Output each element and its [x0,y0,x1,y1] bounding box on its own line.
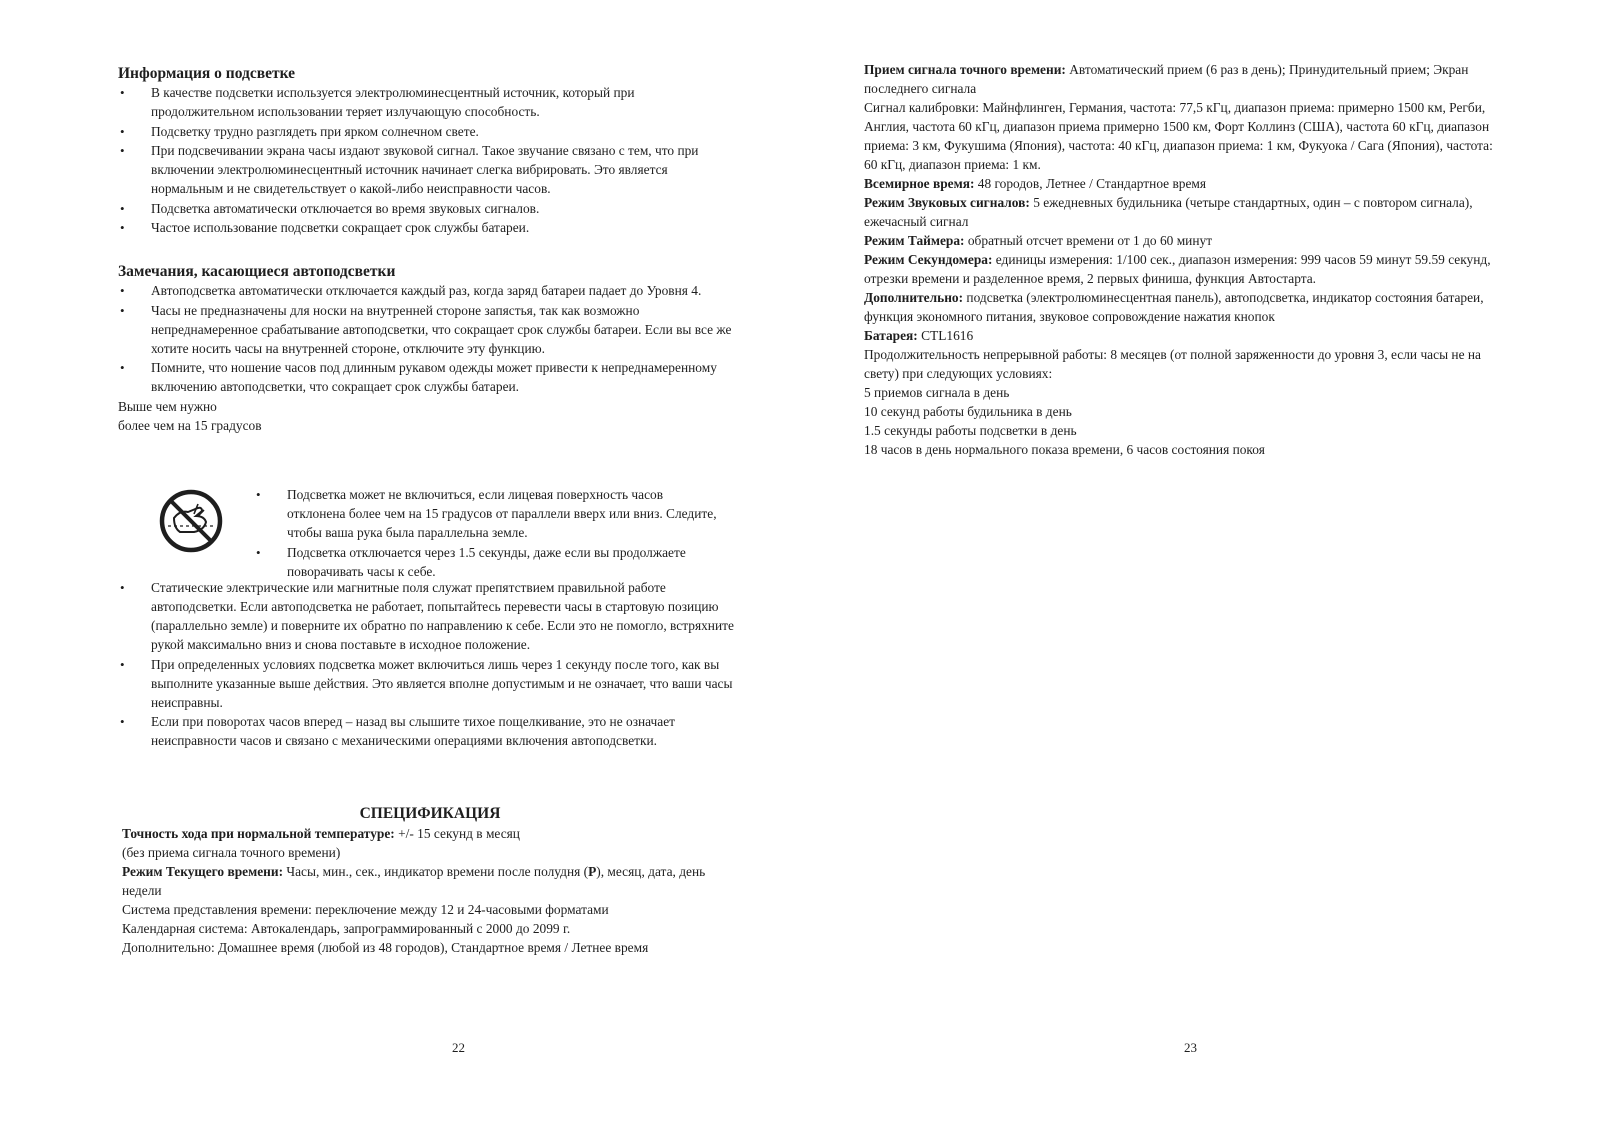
list-item: • Если при поворотах часов вперед – назад вы слышите тихое пощелкивание, это не означает неисправности часов и связано с механическими операциями включения автоподсветки. [118,712,738,750]
angle-notes-list [254,485,724,581]
list-item: • Подсветку трудно разглядеть при ярком солнечном свете. [118,122,738,141]
specification-section [122,804,738,957]
list-item: • В качестве подсветки используется электролюминесцентный источник, который при продолжительном использовании теряет излучающую способность. [118,83,738,121]
troubleshooting-list [118,578,738,750]
battery-life-line: Продолжительность непрерывной работы: 8 месяцев (от полной заряженности до уровня 3, если часы не на свету) при следующих условиях: [864,347,1481,381]
list-item: • При подсвечивании экрана часы издают звуковой сигнал. Такое звучание связано с тем, что при включении электролюминесцентный источник начинает слегка вибрировать. Это является нормальным и не свидетельствует о какой-либо неисправности часов. [118,141,738,198]
battery-line: Батарея: CTL1616 [864,328,974,343]
calibration-signal-line: Сигнал калибровки: Майнфлинген, Германия, частота: 77,5 кГц, диапазон приема: примерно 1500 км, Регби, Англия, частота 60 кГц, диапазон приема примерно 1500 км, Форт Коллинз (США), частота 60 кГц, диапазон приема: 3 км, Фукушима (Япония), частота: 40 кГц, диапазон приема: 1 км, Фукуока / Сага (Япония), частота: 60 кГц, диапазон приема: 1 км. [864,100,1493,172]
list-item: • Часы не предназначены для носки на внутренней стороне запястья, так как возможно непреднамеренное срабатывание автоподсветки, что сокращает срок службы батареи. Если вы все же хотите носить часы на внутренней стороне, отключите эту функцию. [118,301,738,358]
condition-line: 5 приемов сигнала в день [864,385,1010,400]
list-item: • При определенных условиях подсветка может включиться лишь через 1 секунду после того, как вы выполните указанные выше действия. Это является вполне допустимым и не означает, что ваши часы неисправны. [118,655,738,712]
list-item: • Частое использование подсветки сокращает срок службы батареи. [118,218,738,237]
autolight-notes-list [118,281,738,396]
angle-label-line2: более чем на 15 градусов [118,417,262,433]
additional-line: Дополнительно: подсветка (электролюминесцентная панель), автоподсветка, индикатор состояния батареи, функция экономного питания, звуковое сопровождение нажатия кнопок [864,290,1484,324]
accuracy-line: Точность хода при нормальной температуре: +/- 15 секунд в месяц [122,826,520,841]
page-number: 22 [452,1040,465,1055]
stopwatch-mode-line: Режим Секундомера: единицы измерения: 1/100 сек., диапазон измерения: 999 часов 59 минут 59.59 секунд, отрезки времени и разделенное время, 2 первых финиша, функция Автостарта. [864,252,1491,286]
condition-line: 1.5 секунды работы подсветки в день [864,423,1077,438]
angle-label-line1: Выше чем нужно [118,398,217,414]
condition-line: 18 часов в день нормального показа времени, 6 часов состояния покоя [864,442,1265,457]
condition-line: 10 секунд работы будильника в день [864,404,1072,419]
backlight-info-list [118,83,738,237]
autolight-notes-section [118,262,738,435]
time-format-line: Система представления времени: переключение между 12 и 24-часовыми форматами [122,902,609,917]
accuracy-note: (без приема сигнала точного времени) [122,845,341,860]
autolight-notes-heading: Замечания, касающиеся автоподсветки [118,263,396,280]
list-item: • Подсветка автоматически отключается во время звуковых сигналов. [118,199,738,218]
list-item: • Помните, что ношение часов под длинным рукавом одежды может привести к непреднамеренному включению автоподсветки, что сокращает срок службы батареи. [118,358,738,396]
calendar-line: Календарная система: Автокалендарь, запрограммированный с 2000 до 2099 г. [122,921,571,936]
world-time-line: Всемирное время: 48 городов, Летнее / Стандартное время [864,176,1207,191]
alarm-mode-line: Режим Звуковых сигналов: 5 ежедневных будильника (четыре стандартных, один – с повтором сигнала), ежечасный сигнал [864,195,1473,229]
page-number: 23 [1184,1040,1197,1055]
no-wrist-tilt-icon [158,488,224,554]
timer-mode-line: Режим Таймера: обратный отсчет времени от 1 до 60 минут [864,233,1213,248]
backlight-info-section [118,64,738,238]
list-item: • Подсветка отключается через 1.5 секунды, даже если вы продолжаете поворачивать часы к себе. [254,543,724,581]
list-item: • Статические электрические или магнитные поля служат препятствием правильной работе автоподсветки. Если автоподсветка не работает, попытайтесь перевести часы в стартовую позицию (параллельно земле) и поверните их обратно по направлению к себе. Если это не помогло, встряхните рукой максимально вниз и снова поставьте в исходное положение. [118,578,738,654]
signal-reception-line: Прием сигнала точного времени: Автоматический прием (6 раз в день); Принудительный прием; Экран последнего сигнала [864,62,1469,96]
angle-figure-block [118,488,738,580]
current-time-mode: Режим Текущего времени: Часы, мин., сек., индикатор времени после полудня (P), месяц, дата, день недели [122,864,706,898]
specification-title: СПЕЦИФИКАЦИЯ [359,805,501,822]
extra-line: Дополнительно: Домашнее время (любой из 48 городов), Стандартное время / Летнее время [122,940,649,955]
list-item: • Подсветка может не включиться, если лицевая поверхность часов отклонена более чем на 15 градусов от параллели вверх или вниз. Следите, чтобы ваша рука была параллельна земле. [254,485,724,542]
autolight-troubleshooting-section [118,578,738,751]
specification-continued [864,60,1504,459]
list-item: • Автоподсветка автоматически отключается каждый раз, когда заряд батареи падает до Уровня 4. [118,281,738,300]
backlight-info-heading: Информация о подсветке [118,65,296,82]
